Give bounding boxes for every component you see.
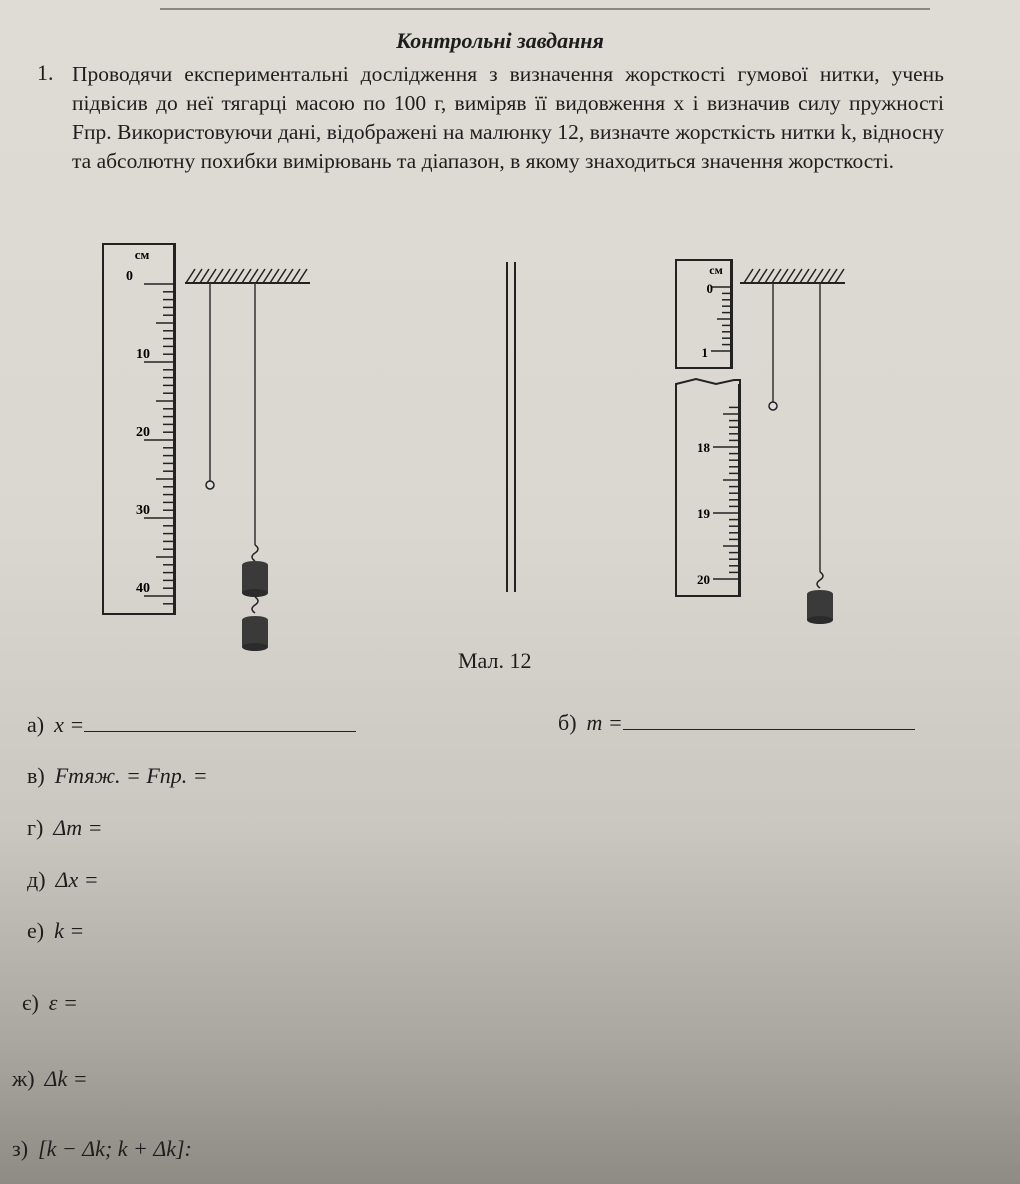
answer-d <box>27 867 99 893</box>
right-support <box>740 269 845 283</box>
answer-b-blank[interactable] <box>623 728 915 730</box>
right-ruler-unit: см <box>709 263 723 277</box>
answer-ye-expr: ε = <box>48 990 78 1015</box>
answer-a-blank[interactable] <box>84 730 356 732</box>
left-loaded-thread <box>252 283 258 561</box>
answer-z-label: з) <box>12 1136 29 1161</box>
left-ruler-unit: см <box>134 247 150 262</box>
answer-a <box>27 712 356 738</box>
left-weight-hook <box>252 597 258 613</box>
left-ruler-label-40: 40 <box>136 581 150 596</box>
left-weight-1 <box>242 561 268 597</box>
answer-e <box>27 918 84 944</box>
task-number: 1. <box>37 60 54 85</box>
answer-z-expr: [k − Δk; k + Δk]: <box>38 1136 192 1161</box>
figure-caption: Мал. 12 <box>458 648 532 673</box>
answer-d-label: д) <box>27 867 46 892</box>
left-ruler-label-10: 10 <box>136 347 150 362</box>
task-text: Проводячи експериментальні дослідження з визначення жорсткості гумової нитки, учень підвісив до неї тягарці масою по 100 г, виміряв її видовження x і визначив силу пружності Fпр. Використовуючи дані, відображені на малюнку 12, визначте жорсткість нитки k, відносну та абсолютну похибки вимірювань та діапазон, в якому знаходиться значення жорсткості. <box>72 62 944 173</box>
answer-e-expr: k = <box>54 918 85 943</box>
answer-ye <box>22 990 78 1016</box>
right-ruler-label-1: 1 <box>701 345 708 360</box>
answer-zh-expr: Δk = <box>44 1066 88 1091</box>
answer-b-label: б) <box>558 710 577 735</box>
section-title: Контрольні завдання <box>396 28 604 53</box>
left-support <box>185 269 310 283</box>
answer-b-expr: m = <box>586 710 623 735</box>
answer-g-label: г) <box>27 815 44 840</box>
left-ruler-label-30: 30 <box>136 503 150 518</box>
answer-ye-label: є) <box>22 990 39 1015</box>
answer-d-expr: Δx = <box>55 867 99 892</box>
right-ruler-bottom <box>676 379 740 596</box>
right-weight <box>807 590 833 624</box>
right-ruler-label-20: 20 <box>697 572 710 587</box>
left-ruler-label-0: 0 <box>126 269 133 284</box>
left-unloaded-thread <box>206 283 214 489</box>
answer-a-expr: x = <box>54 712 85 737</box>
right-ruler-top <box>676 260 732 368</box>
answer-zh-label: ж) <box>12 1066 35 1091</box>
answer-zh <box>12 1066 88 1092</box>
answer-v-expr: Fтяж. = Fпр. = <box>54 763 208 788</box>
answer-v <box>27 763 208 789</box>
right-loaded-thread <box>817 283 823 588</box>
answer-a-label: а) <box>27 712 45 737</box>
right-ruler-label-0: 0 <box>706 281 713 296</box>
right-unloaded-thread <box>769 283 777 410</box>
left-ruler <box>103 244 175 614</box>
answer-e-label: е) <box>27 918 45 943</box>
answer-g <box>27 815 103 841</box>
right-ruler-label-18: 18 <box>697 440 710 455</box>
answer-v-label: в) <box>27 763 45 788</box>
answer-z <box>12 1136 192 1162</box>
left-ruler-label-20: 20 <box>136 425 150 440</box>
left-weight-2 <box>242 616 268 651</box>
answer-g-expr: Δm = <box>53 815 103 840</box>
answer-b <box>558 710 915 736</box>
figure-divider <box>507 262 515 592</box>
right-ruler-label-19: 19 <box>697 506 710 521</box>
